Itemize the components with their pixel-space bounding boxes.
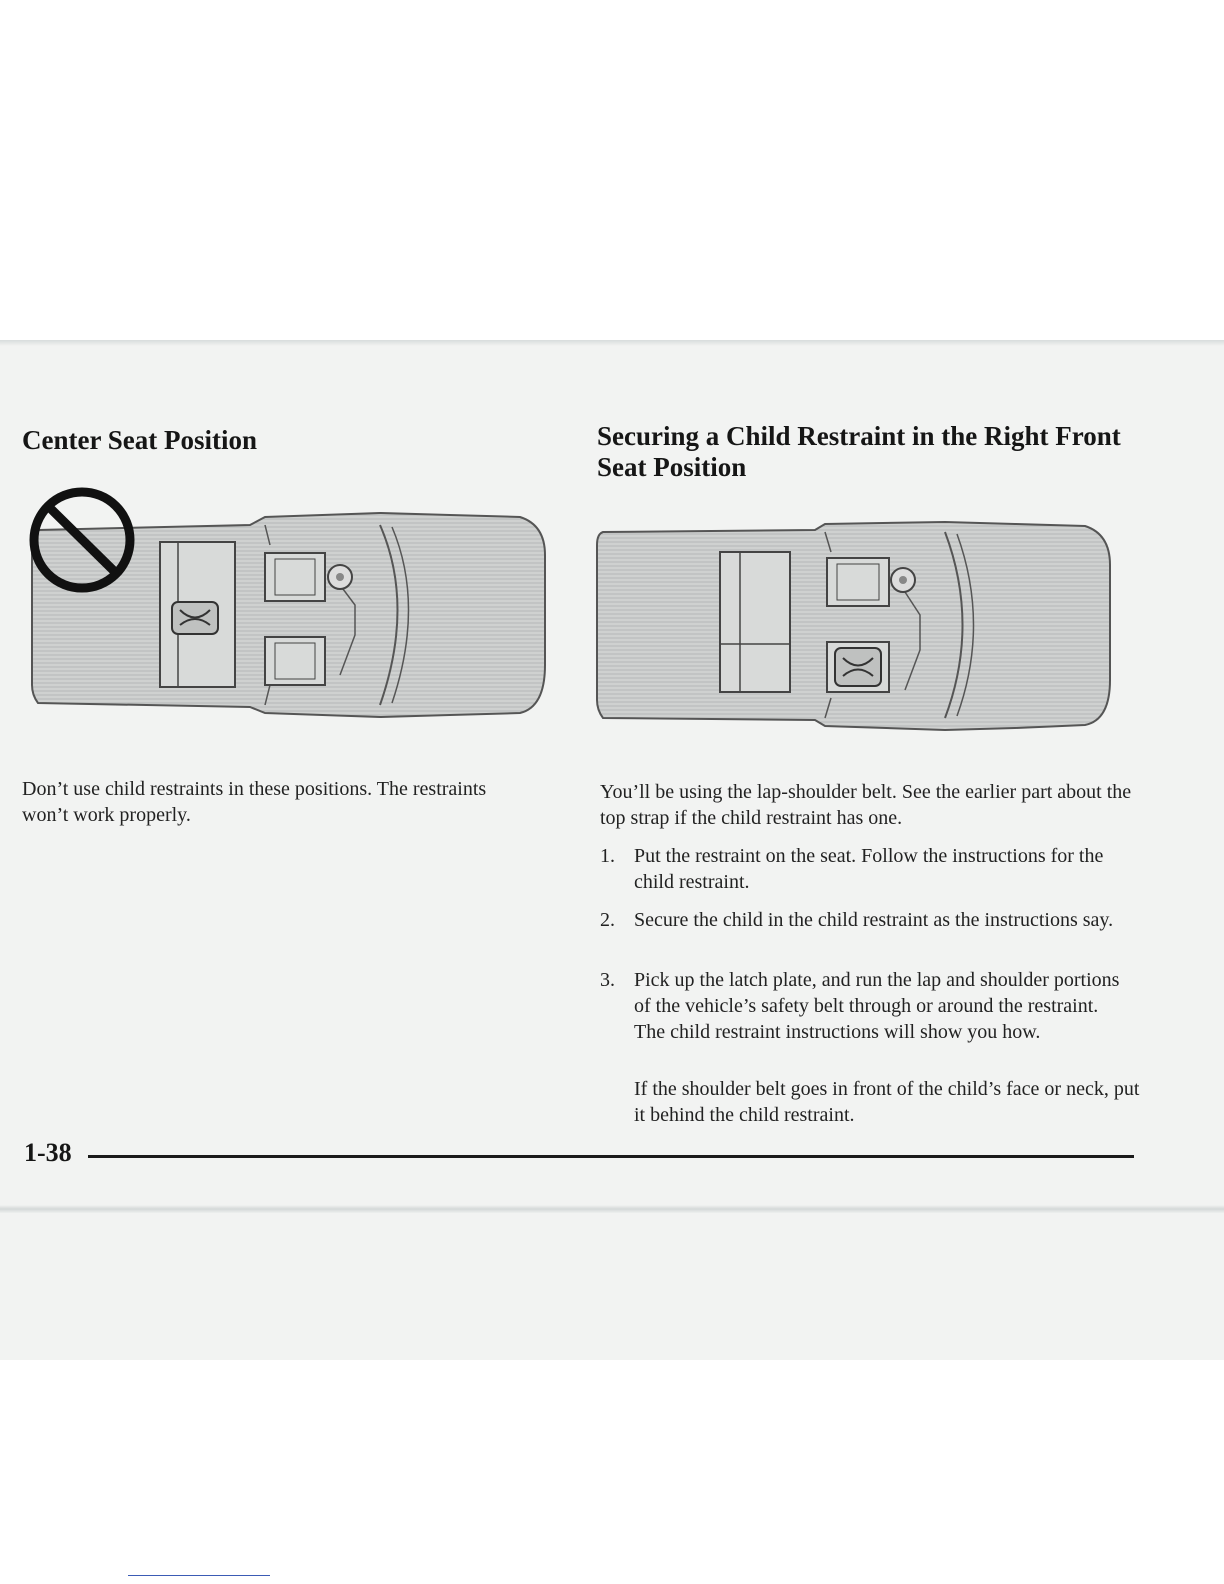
step-number: 2. [600,909,615,931]
center-seat-heading: Center Seat Position [22,425,257,455]
underline-mark [128,1575,270,1576]
step-note-text: If the shoulder belt goes in front of the child’s face or neck, put it behind the child restraint. [634,1078,1140,1126]
page-top-edge [0,340,1224,346]
child-restraint-center [172,602,218,634]
step-text: Secure the child in the child restraint as the instructions say. [634,909,1114,931]
step-number: 3. [600,969,615,991]
vehicle-body [32,513,545,717]
step-text: Pick up the latch plate, and run the lap and shoulder portions of the vehicle’s safety belt through or around the restraint. The child restraint instructions will show you how. [634,969,1120,1043]
step-number: 1. [600,845,615,867]
center-seat-vehicle-illustration [20,485,565,735]
footer-rule [88,1155,1134,1158]
right-front-seat-vehicle-illustration [595,520,1130,740]
steering-wheel [891,568,915,592]
rear-bench-seat [720,552,790,692]
page-bottom-edge [0,1205,1224,1213]
vehicle-body [597,522,1110,730]
right-seat-intro-text: You’ll be using the lap-shoulder belt. See the earlier part about the top strap if the child restraint has one. [600,781,1132,829]
step-text: Put the restraint on the seat. Follow the instructions for the child restraint. [634,845,1104,893]
center-seat-warning-text: Don’t use child restraints in these positions. The restraints won’t work properly. [22,778,487,826]
child-restraint-right-front [835,648,881,686]
page-number: 1-38 [24,1138,72,1167]
right-front-seat-heading: Securing a Child Restraint in the Right Front Seat Position [597,421,1121,482]
steering-wheel [328,565,352,589]
